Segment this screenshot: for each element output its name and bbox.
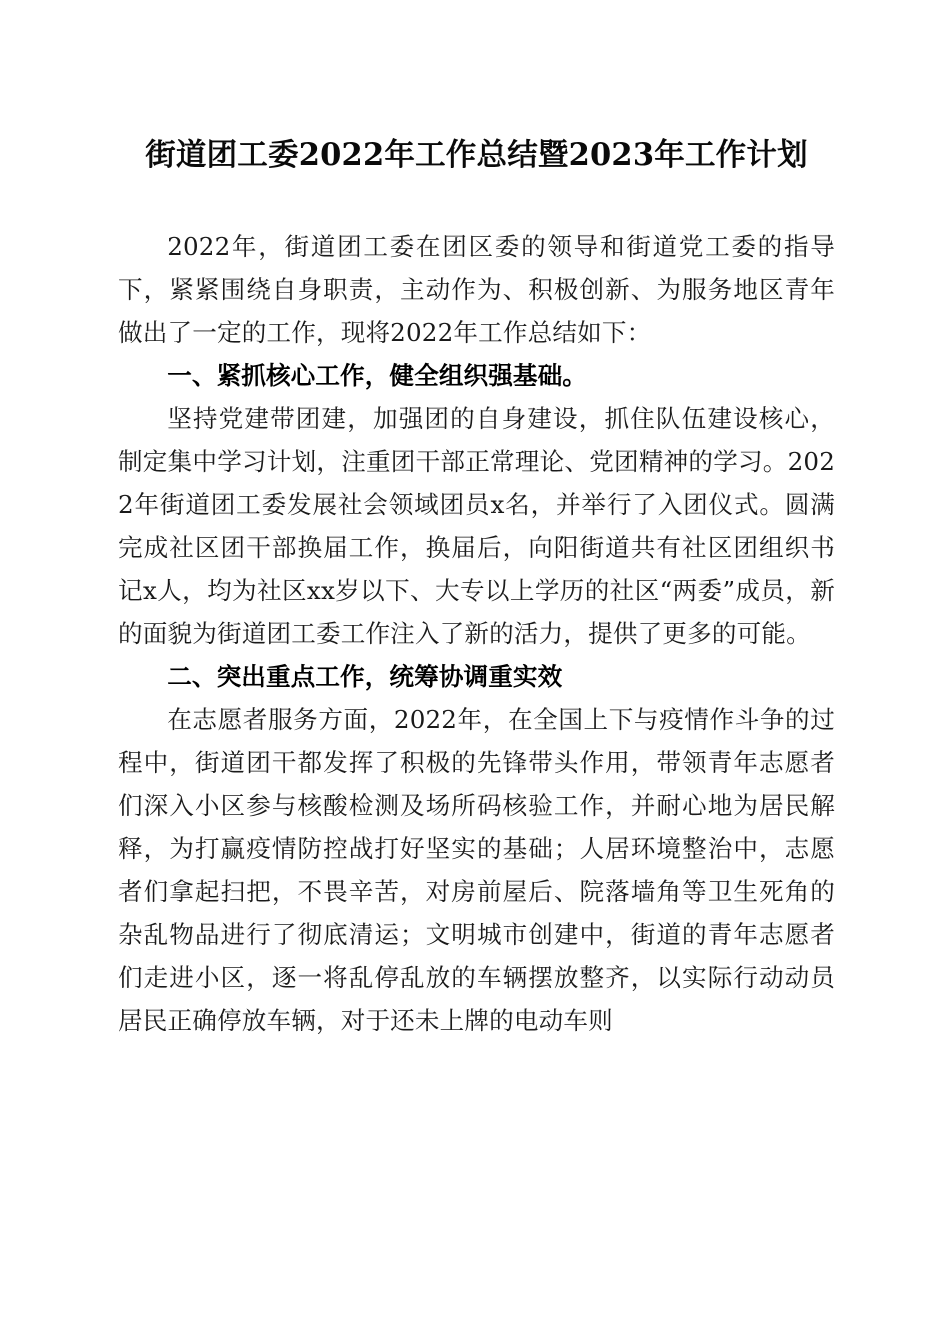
paragraph-intro: 2022年，街道团工委在团区委的领导和街道党工委的指导下，紧紧围绕自身职责，主动作为、积极创新、为服务地区青年做出了一定的工作，现将2022年工作总结如下： (118, 232, 835, 347)
page-title: 街道团工委2022年工作总结暨2023年工作计划 (145, 137, 808, 173)
paragraph-section-one-body: 坚持党建带团建，加强团的自身建设，抓住队伍建设核心，制定集中学习计划，注重团干部正常理论、党团精神的学习。2022年街道团工委发展社会领域团员x名，并举行了入团仪式。圆满完成社区团干部换届工作，换届后，向阳街道共有社区团组织书记x人，均为社区xx岁以下、大专以上学历的社区“两委”成员，新的面貌为街道团工委工作注入了新的活力，提供了更多的可能。 (118, 404, 835, 648)
section-heading-one: 一、紧抓核心工作，健全组织强基础。 (167, 361, 587, 390)
section-heading-two: 二、突出重点工作，统筹协调重实效 (167, 662, 563, 691)
paragraph-section-two-body: 在志愿者服务方面，2022年，在全国上下与疫情作斗争的过程中，街道团干都发挥了积极的先锋带头作用，带领青年志愿者们深入小区参与核酸检测及场所码核验工作，并耐心地为居民解释，为打赢疫情防控战打好坚实的基础；人居环境整治中，志愿者们拿起扫把，不畏辛苦，对房前屋后、院落墙角等卫生死角的杂乱物品进行了彻底清运；文明城市创建中，街道的青年志愿者们走进小区，逐一将乱停乱放的车辆摆放整齐，以实际行动动员居民正确停放车辆，对于还未上牌的电动车则 (118, 705, 835, 1035)
document-body (118, 0, 835, 1042)
